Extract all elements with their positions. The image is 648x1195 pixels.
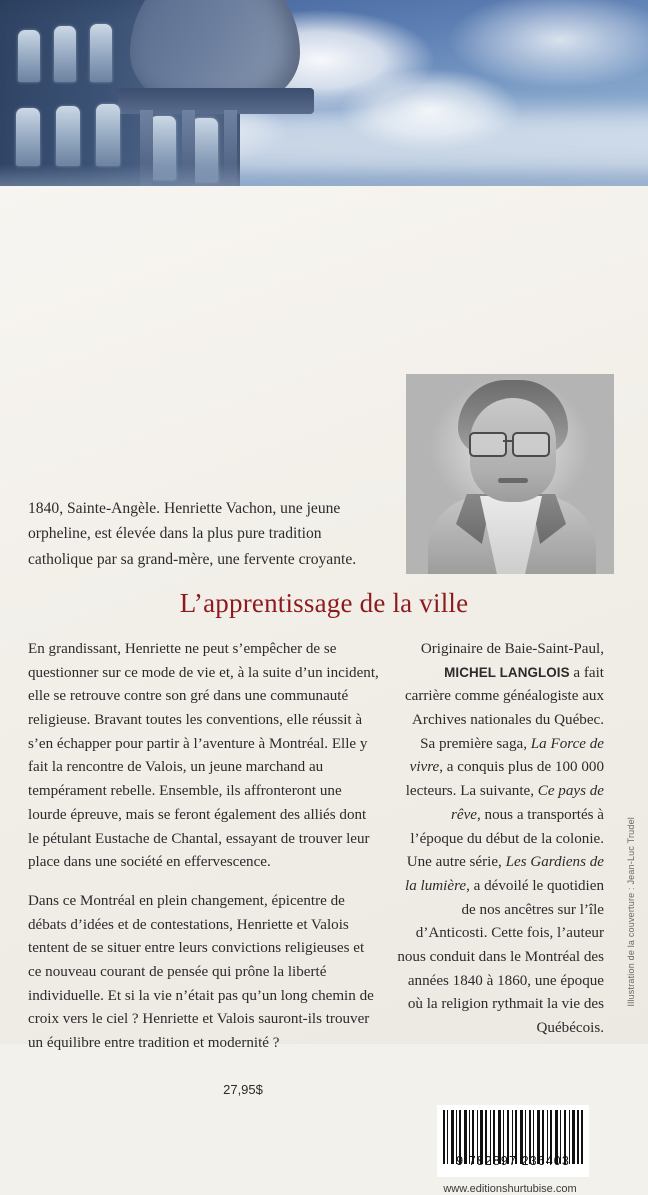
price-value: 27,95$ [223,1082,263,1097]
cover-credit-text: Illustration de la couverture : Jean-Luc Trudel [626,816,636,1006]
portrait-mouth [498,478,528,483]
work-title-2: Ce pays de rêve [451,783,604,823]
author-bio-column [396,638,604,1041]
synopsis-column [28,638,380,1056]
book-title: L’apprentissage de la ville [179,588,469,618]
window [56,106,80,166]
intro-paragraph: 1840, Sainte-Angèle. Henriette Vachon, une jeune orpheline, est élevée dans la plus pure tradition catholique par sa grand-mère, une fervente croyante. [28,500,357,568]
cover-bottom-fade [0,164,648,186]
author-bio-mid-2: , nous a transportés à l’époque du début de la colonie. Une autre série, [406,806,604,871]
work-title-3: Les Gardiens de la lumière [405,854,604,894]
author-photo [406,374,614,574]
author-bio-mid-1: , a conquis plus de 100 000 lecteurs. La suivante, [405,759,604,800]
author-bio-line1: Originaire de Baie-Saint-Paul, [420,641,604,657]
author-bio-rest: a fait carrière comme généalogiste aux Archives nationales du Québec. Sa première saga, [404,664,604,752]
back-cover [0,186,648,1195]
synopsis-paragraph-1: En grandissant, Henriette ne peut s’empêcher de se questionner sur ce mode de vie et, à la suite d’un incident, elle se retrouve contre son gré dans une communauté religieuse. Bravant toutes les conventions, elle réussit à s’en échapper pour partir à l’aventure à Montréal. Elle y fait la rencontre de Valois, un jeune marchand au tempérament rebelle. Ensemble, ils affronteront une lourde épreuve, mais se feront également des alliés dont le pétulant Eustache de Chantal, essayant de trouver leur place dans une société en effervescence. [28,641,379,871]
glasses-bridge [503,440,514,442]
glasses-icon [512,432,550,457]
author-name: MICHEL LANGLOIS [444,664,570,680]
window [96,104,120,166]
window [16,108,40,166]
window [90,24,112,82]
author-bio [396,638,604,1041]
window [18,30,40,82]
publisher-website: www.editionshurtubise.com [443,1183,577,1195]
cover-image [0,0,648,186]
window [54,26,76,82]
work-title-1: La Force de vivre [409,735,604,776]
glasses-icon [469,432,507,457]
price-label [0,1082,614,1097]
isbn-number: 9 782897 236403 [456,1154,570,1168]
synopsis-paragraph-2: Dans ce Montréal en plein changement, épicentre de débats d’idées et de contestations, Henriette et Valois tentent de se situer entre leurs convictions religieuses et ce nouveau courant de pensée qui prône la liberté individuelle. Et si la vie n’était pas qu’un long chemin de croix vers le ciel ? Henriette et Valois sauront-ils trouver un équilibre entre tradition et modernité ? [28,892,374,1051]
cover-credit [620,196,642,1006]
author-bio-end: , a dévoilé le quotidien de nos ancêtres sur l’île d’Anticosti. Cette fois, l’auteur nous conduit dans le Montréal des années 1840 à 1860, une époque où la religion rythmait la vie des Québécois. [397,877,604,1036]
